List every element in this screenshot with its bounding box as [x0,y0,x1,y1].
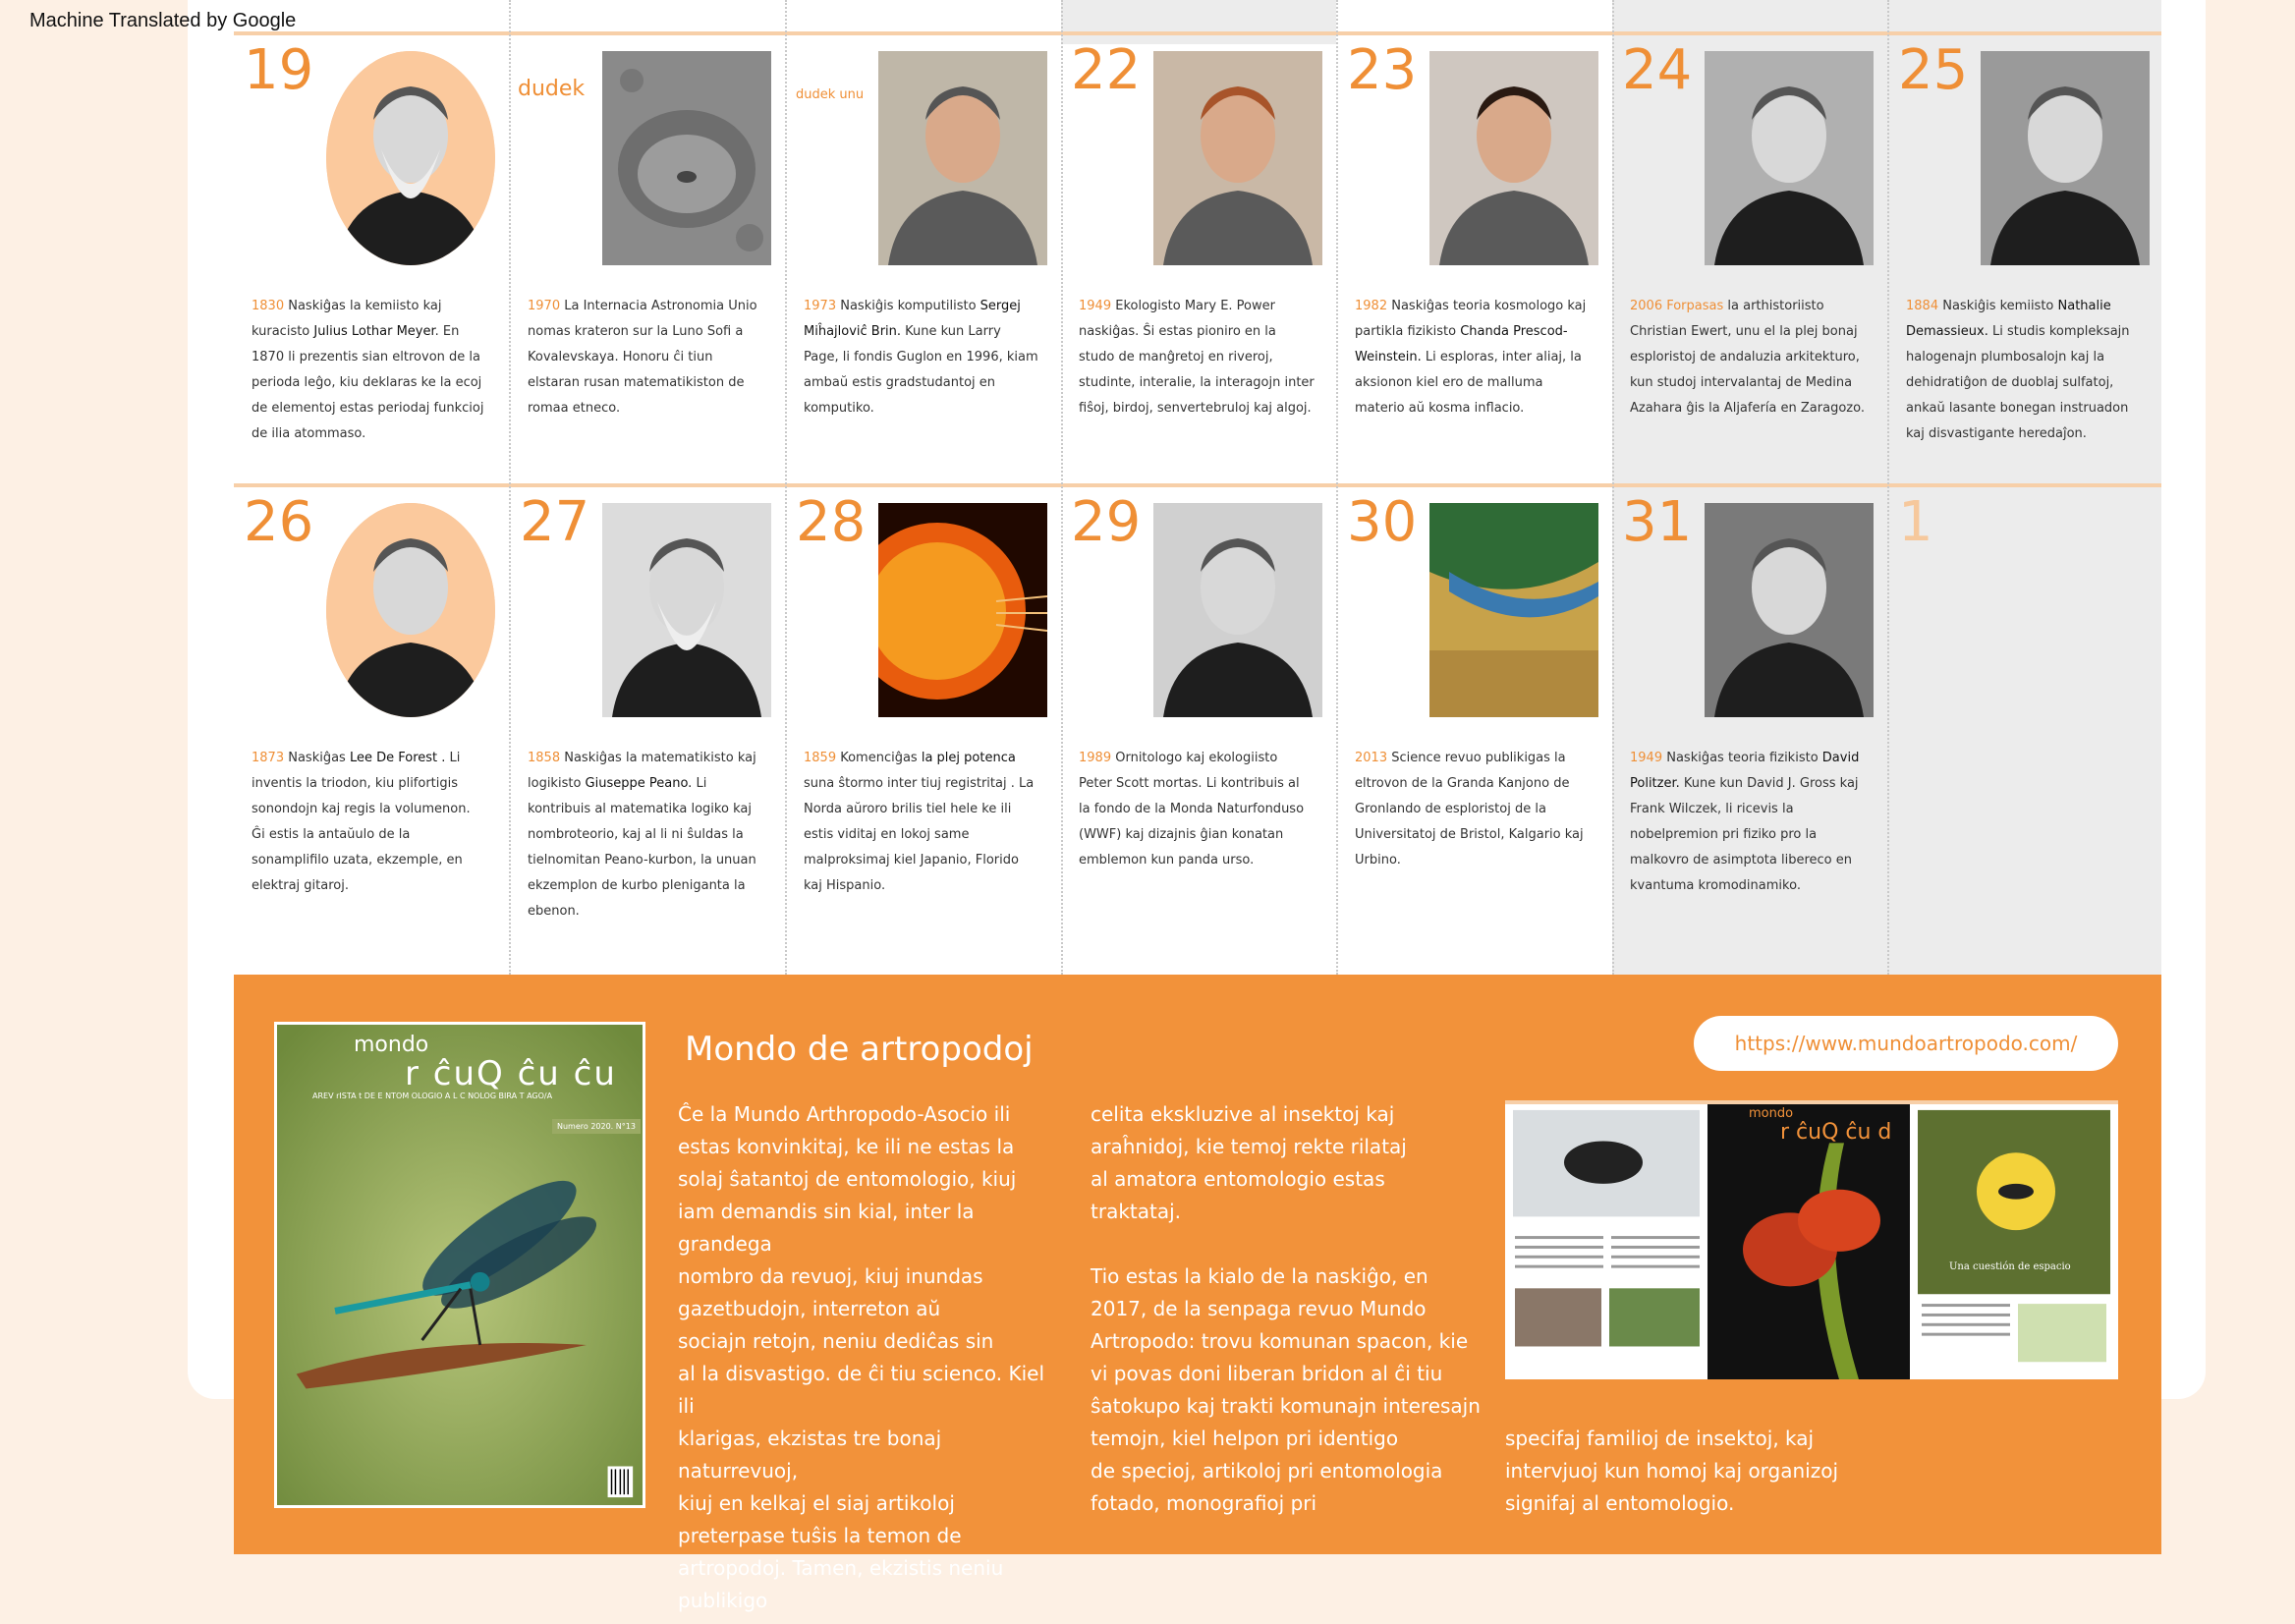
calendar-day-cell [510,487,785,939]
event-text: . En 1870 li prezentis sian eltrovon de la perioda leĝo, kiu deklaras ke la ecoj de elementoj estas periodaj funkcioj de ilia atommaso. [252,324,484,441]
event-description [1630,746,1866,899]
event-text: Kune kun Larry Page, li fondis Guglon en 1996, kiam ambaŭ estis gradstudantoj en komputiko. [804,324,1038,416]
day-number: 23 [1347,38,1418,102]
magazine-spread-image [1505,1100,2118,1379]
event-text: La Internacia Astronomia Unio nomas krateron sur la Luno Sofi a Kovalevskaya. Honoru ĉi tiun elstaran rusan matematikiston de romaa etneco. [528,299,757,416]
calendar-day-cell [1337,35,1612,487]
calendar-grid [234,0,2161,975]
event-text: Naskiĝis kemiisto [1938,299,2058,313]
event-description [528,746,763,924]
calendar-day-cell [234,487,509,939]
portrait-bw-woman-image [1981,51,2150,265]
machine-translated-label: Machine Translated by Google [29,10,297,31]
event-description [528,294,763,421]
event-text: Li esploras, inter aliaj, la aksionon kiel ero de malluma materio aŭ kosma inflacio. [1355,350,1582,416]
greenland-canyon-image [1429,503,1598,717]
banner-paragraph: Tio estas la kialo de la naskiĝo, en 2017, de la senpaga revuo Mundo Artropodo: trovu komunan spacon, kie vi povas doni liberan bridon al ĉi tiu ŝatokupo kaj trakti komunajn interesajn temojn, kiel helpon pri identigo de specioj, artikoloj pri entomologia fotado, monografioj pri [1091,1264,1481,1515]
portrait-bw-old-bearded-image [602,503,771,717]
banner-column-2 [1091,1098,1483,1520]
portrait-bw-bald-man-image [1705,503,1874,717]
day-number: 30 [1347,490,1418,554]
event-description [1355,746,1591,873]
event-text: Naskiĝas teoria kosmologo kaj partikla fizikisto [1355,299,1587,339]
calendar-day-cell [1061,487,1336,939]
event-year: 1830 [252,299,285,313]
event-text: Li inventis la triodon, kiu plifortigis sonondojn kaj regis la volumenon. Ĝi estis la antaŭulo de la sonamplifilo uzata, ekzemple, en elektraj gitaroj. [252,751,471,893]
cover-subtitle: AREV rISTA t DE E NTOM OLOGIO A L C NOLOG BIRA T AGO/A [312,1092,553,1100]
sun-storm-image [878,503,1047,717]
event-text: Ornitologo kaj ekologiisto Peter Scott mortas. Li kontribuis al la fondo de la Monda Naturfonduso (WWF) kaj dizajnis ĝian konatan emblemon kun panda urso. [1079,751,1305,868]
event-person-name: Chanda Prescod-Weinstein. [1355,324,1568,364]
portrait-red-hair-woman-image [1153,51,1322,265]
day-number: dudek [518,77,586,101]
event-person-name: David Politzer. [1630,751,1860,791]
magazine-spread-pages [1505,1104,2118,1379]
banner-paragraph: Ĉe la Mundo Arthropodo-Asocio ili estas konvinkitaj, ke ili ne estas la solaj ŝatantoj de entomologio, kiuj iam demandis sin kial, inter la grandega nombro da revuoj, kiuj inundas gazetbudojn, interreton aŭ sociajn retojn, neniu dediĉas sin al la disvastigo. de ĉi tiu scienco. Kiel ili klarigas, ekzistas tre bonaj naturrevuoj, kiuj en kelkaj el siaj artikoloj preterpase tuŝis la temon de artropodoj. Tamen, ekzistis neniu publikigo [678,1102,1044,1612]
event-text: la arthistoriisto Christian Ewert, unu el la plej bonaj esploristoj de andaluzia arkitekturo, kun studoj intervalantaj de Medina Azahara ĝis la Aljafería en Zaragozo. [1630,299,1865,416]
calendar-day-cell [1061,35,1336,487]
event-person-name: Sergej Miĥajloviĉ Brin. [804,299,1021,339]
day-number: 29 [1071,490,1142,554]
event-person-name: Nathalie Demassieux. [1906,299,2111,339]
portrait-curly-woman-image [1429,51,1598,265]
day-number: 24 [1622,38,1693,102]
day-number: 25 [1898,38,1969,102]
event-person-name: Lee De Forest . [349,751,446,765]
calendar-day-cell [234,35,509,487]
event-description [1630,294,1866,421]
event-year: 1859 [804,751,837,765]
cover-top-word: mondo [354,1033,429,1057]
event-year: 1884 [1906,299,1939,313]
event-text: Li studis kompleksajn halogenajn plumbosalojn kaj la dehidratiĝon de duoblaj sulfatoj, ankaŭ lasante bonegan instruadon kaj disvastigante heredaĵon. [1906,324,2130,441]
magazine-banner [234,975,2161,1612]
event-person-name: Julius Lothar Meyer [313,324,435,339]
event-person-name: la plej potenca [921,751,1016,765]
banner-column-3 [1505,1423,1898,1520]
event-text: Naskiĝas [284,751,350,765]
spread-caption: Una cuestión de espacio [1949,1261,2071,1272]
calendar-day-cell [1337,487,1612,939]
spread-top-word: mondo [1749,1106,1794,1121]
portrait-oval-mustache-man-image [326,503,495,717]
event-year: 1970 [528,299,561,313]
event-year: 2013 [1355,751,1388,765]
event-year: 1982 [1355,299,1388,313]
event-year: 1873 [252,751,285,765]
event-year: 1858 [528,751,561,765]
portrait-smiling-man-image [878,51,1047,265]
banner-paragraph: celita ekskluzive al insektoj kaj araĥnidoj, kie temoj rekte rilataj al amatora entomologio estas traktataj. [1091,1102,1407,1223]
calendar-day-cell [1612,487,1887,939]
event-description [1355,294,1591,421]
event-person-name: Giuseppe Peano. [585,776,693,791]
event-year: 1973 [804,299,837,313]
event-year: 2006 Forpasas [1630,299,1724,313]
event-text: Komenciĝas [836,751,922,765]
event-text: Naskiĝas teoria fizikisto [1662,751,1822,765]
event-text: Naskiĝas la kemiisto kaj kuracisto [252,299,442,339]
calendar-day-cell [1888,35,2163,487]
event-year: 1949 [1630,751,1663,765]
day-number: 22 [1071,38,1142,102]
day-number: 31 [1622,490,1693,554]
event-text: Naskiĝas la matematikisto kaj logikisto [528,751,756,791]
banner-paragraph: specifaj familioj de insektoj, kaj intervjuoj kun homoj kaj organizoj signifaj al entomologio. [1505,1427,1839,1515]
event-description [804,746,1039,899]
portrait-bw-man-swans-image [1153,503,1322,717]
website-link[interactable]: https://www.mundoartropodo.com/ [1694,1016,2118,1071]
day-number: 26 [244,490,314,554]
spread-brand: r ĉuQ ĉu d [1780,1120,1892,1145]
calendar-day-cell [1612,35,1887,487]
event-text: suna ŝtormo inter tiuj registritaj . La Norda aŭroro brilis tiel hele ke ili estis viditaj en lokoj same malproksimaj kiel Japanio, Florido kaj Hispanio. [804,776,1035,893]
calendar-day-cell [1888,487,2163,939]
event-description [1079,294,1315,421]
moon-crater-image [602,51,771,265]
event-year: 1989 [1079,751,1112,765]
calendar-day-cell [510,35,785,487]
magazine-cover [274,1022,645,1508]
day-number: dudek unu [796,87,865,102]
cover-brand: r ĉuQ ĉu ĉu [405,1054,617,1093]
day-number: 28 [796,490,867,554]
calendar-day-cell [786,35,1061,487]
portrait-bw-man-glasses-image [1705,51,1874,265]
event-description [804,294,1039,421]
event-description [1079,746,1315,873]
calendar-day-cell [786,487,1061,939]
event-text: Science revuo publikigas la eltrovon de la Granda Kanjono de Gronlando de esploristoj de la Universitatoj de Bristol, Kalgario kaj Urbino. [1355,751,1584,868]
day-number: 27 [520,490,590,554]
portrait-oval-bearded-man-image [326,51,495,265]
event-description [252,294,487,447]
event-text: Li kontribuis al matematika logiko kaj nombroteorio, kaj al li ni ŝuldas la tielnomitan Peano-kurbon, la unuan ekzemplon de kurbo pleniganta la ebenon. [528,776,756,919]
banner-title: Mondo de artropodoj [685,1030,1034,1069]
event-text: Ekologisto Mary E. Power naskiĝas. Ŝi estas pioniro en la studo de manĝretoj en riveroj, studinte, interalie, la interagojn inter fiŝoj, birdoj, senvertebruloj kaj algoj. [1079,299,1315,416]
cover-issue-badge: Numero 2020. N°13 [552,1119,641,1134]
event-text: Kune kun David J. Gross kaj Frank Wilczek, li ricevis la nobelpremion pri fiziko pro la malkovro de asimptota libereco en kvantuma kromodinamiko. [1630,776,1859,893]
event-description [1906,294,2142,447]
event-year: 1949 [1079,299,1112,313]
event-description [252,746,487,899]
day-number: 1 [1898,490,1933,554]
day-number: 19 [244,38,314,102]
event-text: Naskiĝis komputilisto [836,299,980,313]
banner-column-1 [678,1098,1061,1617]
